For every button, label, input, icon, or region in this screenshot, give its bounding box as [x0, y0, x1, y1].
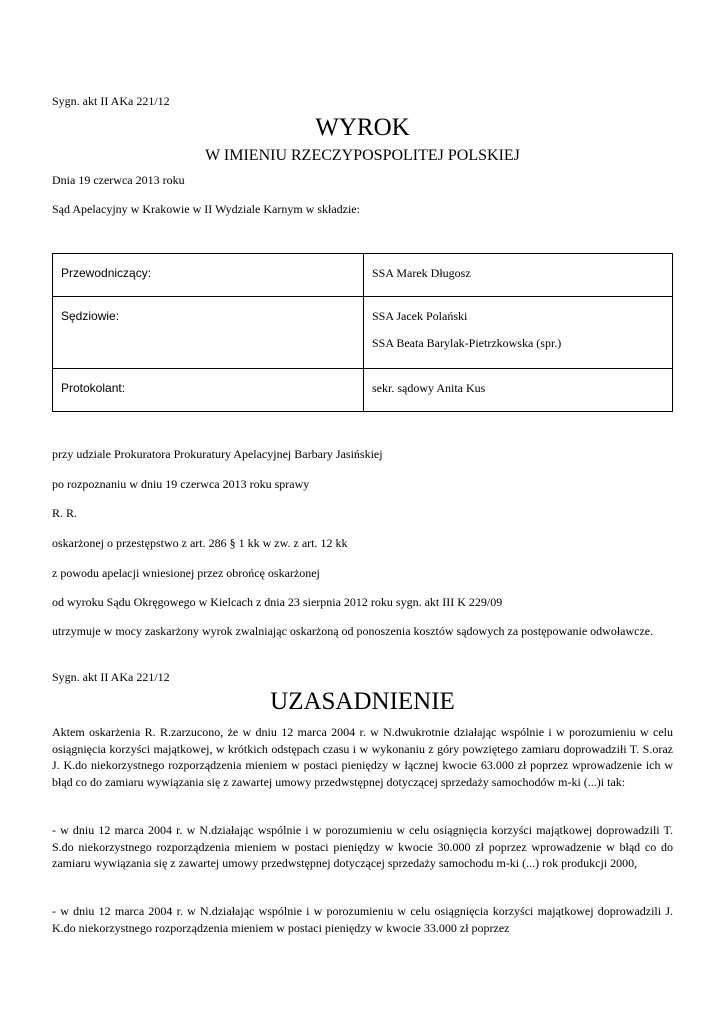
composition-table [52, 253, 673, 412]
judge-name: SSA Jacek Polański [372, 309, 468, 323]
case-signature-top: Sygn. akt II AKa 221/12 [52, 94, 170, 108]
names-cell [364, 254, 673, 297]
verdict-date: Dnia 19 czerwca 2013 roku [52, 173, 185, 187]
names-cell [364, 297, 673, 369]
hearing-line: po rozpoznaniu w dniu 19 czerwca 2013 roku sprawy [52, 477, 310, 491]
judgment-reference-line: od wyroku Sądu Okręgowego w Kielcach z dnia 23 sierpnia 2012 roku sygn. akt III K 229/09 [52, 595, 503, 609]
role-cell: Sędziowie: [53, 297, 364, 369]
table-row [53, 297, 673, 369]
decision-paragraph: utrzymuje w mocy zaskarżony wyrok zwalniając oskarżoną od ponoszenia kosztów sądowych za postępowanie odwoławcze. [52, 624, 654, 638]
justification-paragraph: - w dniu 12 marca 2004 r. w N.działając wspólnie i w porozumieniu w celu osiągnięcia korzyści majątkowej doprowadzili T. S.do niekorzystnego rozporządzenia mieniem w postaci pieniędzy w kwocie 30.000 zł poprzez wprowadzenie w błąd co do zamiaru wywiązania się z zawartej umowy przedwstępnej dotyczącej sprzedaży samochodu m-ki (...) rok produkcji 2000, [52, 823, 673, 870]
verdict-subtitle: W IMIENIU RZECZYPOSPOLITEJ POLSKIEJ [205, 147, 520, 164]
justification-paragraph: Aktem oskarżenia R. R.zarzucono, że w dniu 12 marca 2004 r. w N.dwukrotnie działając wspólnie i w porozumieniu w celu osiągnięcia korzyści majątkowej, w krótkich odstępach czasu i w wykonaniu z góry powziętego zamiaru doprowadziłi T. S.oraz J. K.do niekorzystnego rozporządzenia mieniem w postaci pieniędzy w łącznej kwocie 63.000 zł poprzez wprowadzenie ich w błąd co do zamiaru wywiązania się z zawartej umowy przedwstępnej dotyczącej sprzedaży samochodów m-ki (...)i tak: [52, 725, 673, 789]
defendant-line: R. R. [52, 506, 78, 520]
charge-line: oskarżonej o przestępstwo z art. 286 § 1 kk w zw. z art. 12 kk [52, 536, 348, 550]
role-cell: Protokolant: [53, 369, 364, 412]
names-cell [364, 369, 673, 412]
role-cell: Przewodniczący: [53, 254, 364, 297]
clerk-name: sekr. sądowy Anita Kus [372, 381, 486, 395]
table-row [53, 369, 673, 412]
appeal-line: z powodu apelacji wniesionej przez obrońcę oskarżonej [52, 566, 320, 580]
justification-title: UZASADNIENIE [270, 688, 455, 715]
judge-name: SSA Marek Długosz [372, 266, 471, 280]
table-row [53, 254, 673, 297]
justification-paragraph: - w dniu 12 marca 2004 r. w N.działając wspólnie i w porozumieniu w celu osiągnięcia korzyści majątkowej doprowadzili J. K.do niekorzystnego rozporządzenia mieniem w postaci pieniędzy w kwocie 33.000 zł poprzez [52, 904, 673, 935]
verdict-title: WYROK [315, 114, 410, 141]
judge-name: SSA Beata Barylak-Pietrzkowska (spr.) [372, 336, 562, 350]
court-composition-intro: Sąd Apelacyjny w Krakowie w II Wydziale Karnym w składzie: [52, 202, 360, 216]
case-signature-justification: Sygn. akt II AKa 221/12 [52, 670, 170, 684]
prosecutor-line: przy udziale Prokuratora Prokuratury Apelacyjnej Barbary Jasińskiej [52, 447, 383, 461]
